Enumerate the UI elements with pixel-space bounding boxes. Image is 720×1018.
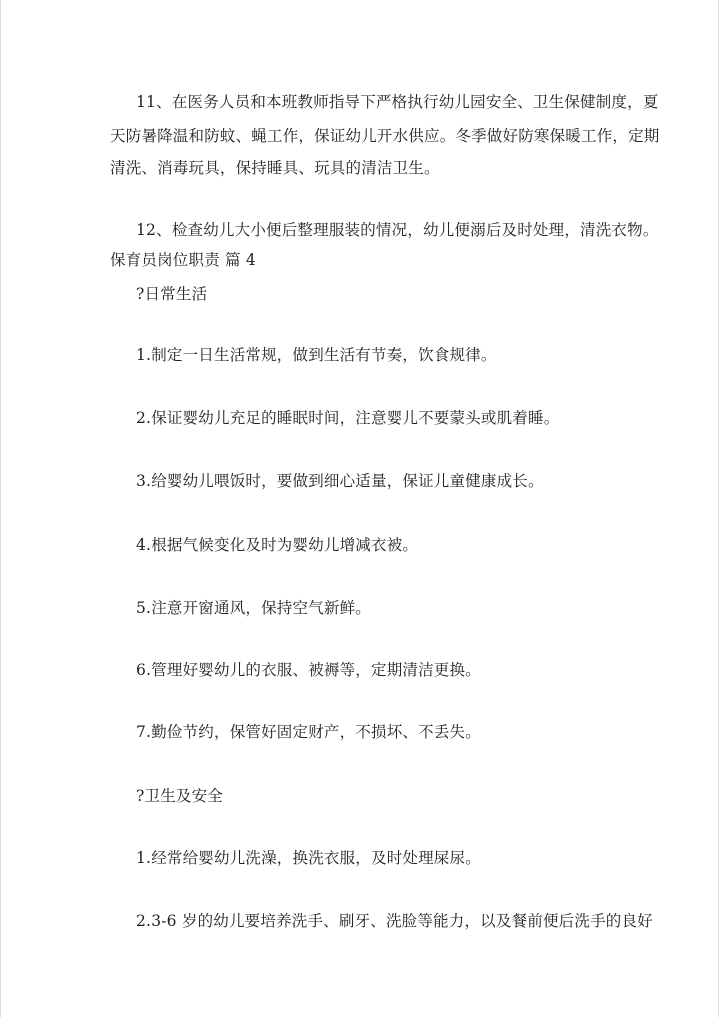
section-12-line-1: 12、检查幼儿大小便后整理服装的情况，幼儿便溺后及时处理，清洗衣物。 [136, 221, 659, 239]
section-11-line-1: 11、在医务人员和本班教师指导下严格执行幼儿园安全、卫生保健制度，夏 [136, 93, 659, 111]
daily-life-item-6: 6.管理好婴幼儿的衣服、被褥等，定期清洁更换。 [136, 661, 481, 679]
daily-life-item-1: 1.制定一日生活常规，做到生活有节奏，饮食规律。 [136, 346, 497, 364]
section-11-line-2: 天防暑降温和防蚊、蝇工作，保证幼儿开水供应。冬季做好防寒保暖工作，定期 [110, 127, 660, 145]
daily-life-item-5: 5.注意开窗通风，保持空气新鲜。 [136, 599, 371, 617]
hygiene-safety-item-1: 1.经常给婴幼儿洗澡，换洗衣服，及时处理屎尿。 [136, 849, 481, 867]
chapter-title: 保育员岗位职责 篇 4 [110, 251, 256, 269]
daily-life-heading: ?日常生活 [136, 285, 208, 303]
hygiene-safety-item-2: 2.3-6 岁的幼儿要培养洗手、刷牙、洗脸等能力，以及餐前便后洗手的良好 [136, 912, 653, 930]
daily-life-item-7: 7.勤俭节约，保管好固定财产，不损坏、不丢失。 [136, 723, 481, 741]
section-11-line-3: 清洗、消毒玩具，保持睡具、玩具的清洁卫生。 [110, 159, 440, 177]
daily-life-item-3: 3.给婴幼儿喂饭时，要做到细心适量，保证儿童健康成长。 [136, 472, 544, 490]
daily-life-item-4: 4.根据气候变化及时为婴幼儿增减衣被。 [136, 536, 419, 554]
daily-life-item-2: 2.保证婴幼儿充足的睡眠时间，注意婴儿不要蒙头或肌着睡。 [136, 409, 560, 427]
hygiene-safety-heading: ?卫生及安全 [136, 787, 224, 805]
